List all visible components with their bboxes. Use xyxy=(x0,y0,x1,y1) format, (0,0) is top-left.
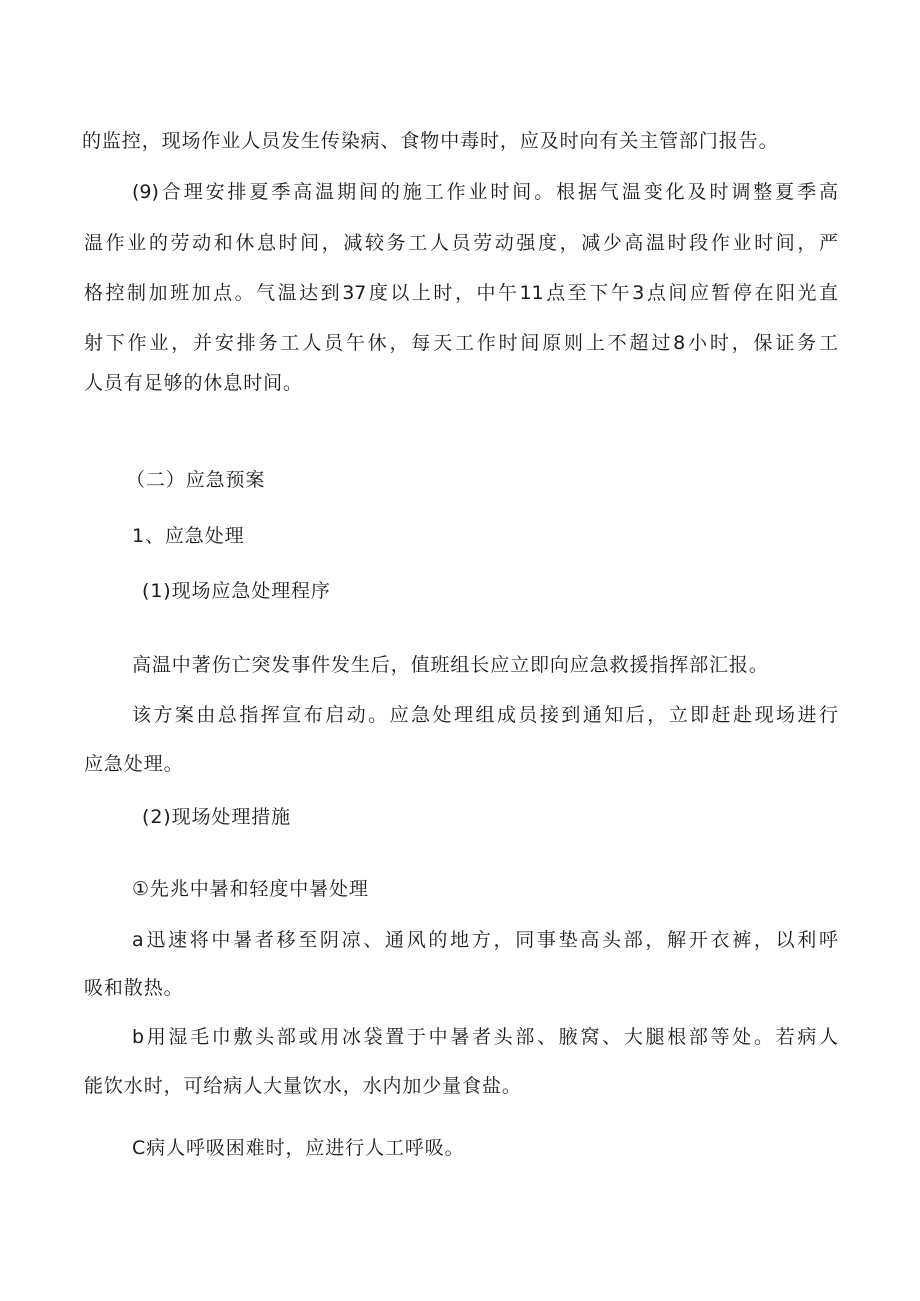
paragraph-line: 高温中著伤亡突发事件发生后，值班组长应立即向应急救援指挥部汇报。 xyxy=(132,654,769,676)
paragraph-line: (9)合理安排夏季高温期间的施工作业时间。根据气温变化及时调整夏季高 xyxy=(132,181,838,203)
paragraph-line: 格控制加班加点。气温达到37度以上时，中午11点至下午3点间应暂停在阳光直 xyxy=(84,282,838,304)
paragraph-line: 该方案由总指挥宣布启动。应急处理组成员接到通知后，立即赶赴现场进行 xyxy=(132,704,838,726)
paragraph-line: 温作业的劳动和休息时间，减较务工人员劳动强度，减少高温时段作业时间，严 xyxy=(84,232,838,254)
paragraph-line: 能饮水时，可给病人大量饮水，水内加少量食盐。 xyxy=(84,1075,522,1097)
section-heading: （二）应急预案 xyxy=(126,469,266,491)
section-heading: (2)现场处理措施 xyxy=(142,806,292,828)
section-heading: (1)现场应急处理程序 xyxy=(142,580,331,602)
section-heading: 1、应急处理 xyxy=(132,525,245,547)
paragraph-line: 的监控，现场作业人员发生传染病、食物中毒时，应及时向有关主管部门报告。 xyxy=(82,130,779,152)
paragraph-line: b用湿毛巾敷头部或用冰袋置于中暑者头部、腋窝、大腿根部等处。若病人 xyxy=(132,1026,838,1048)
paragraph-line: 射下作业，并安排务工人员午休，每天工作时间原则上不超过8小时，保证务工 xyxy=(84,332,838,354)
paragraph-line: a迅速将中暑者移至阴凉、通风的地方，同事垫高头部，解开衣裤，以利呼 xyxy=(132,929,838,951)
paragraph-line: ①先兆中暑和轻度中暑处理 xyxy=(132,878,369,900)
paragraph-line: 吸和散热。 xyxy=(84,977,184,999)
paragraph-line: 应急处理。 xyxy=(84,753,184,775)
paragraph-line: C病人呼吸困难时，应进行人工呼吸。 xyxy=(132,1137,465,1159)
paragraph-line: 人员有足够的休息时间。 xyxy=(84,372,303,394)
